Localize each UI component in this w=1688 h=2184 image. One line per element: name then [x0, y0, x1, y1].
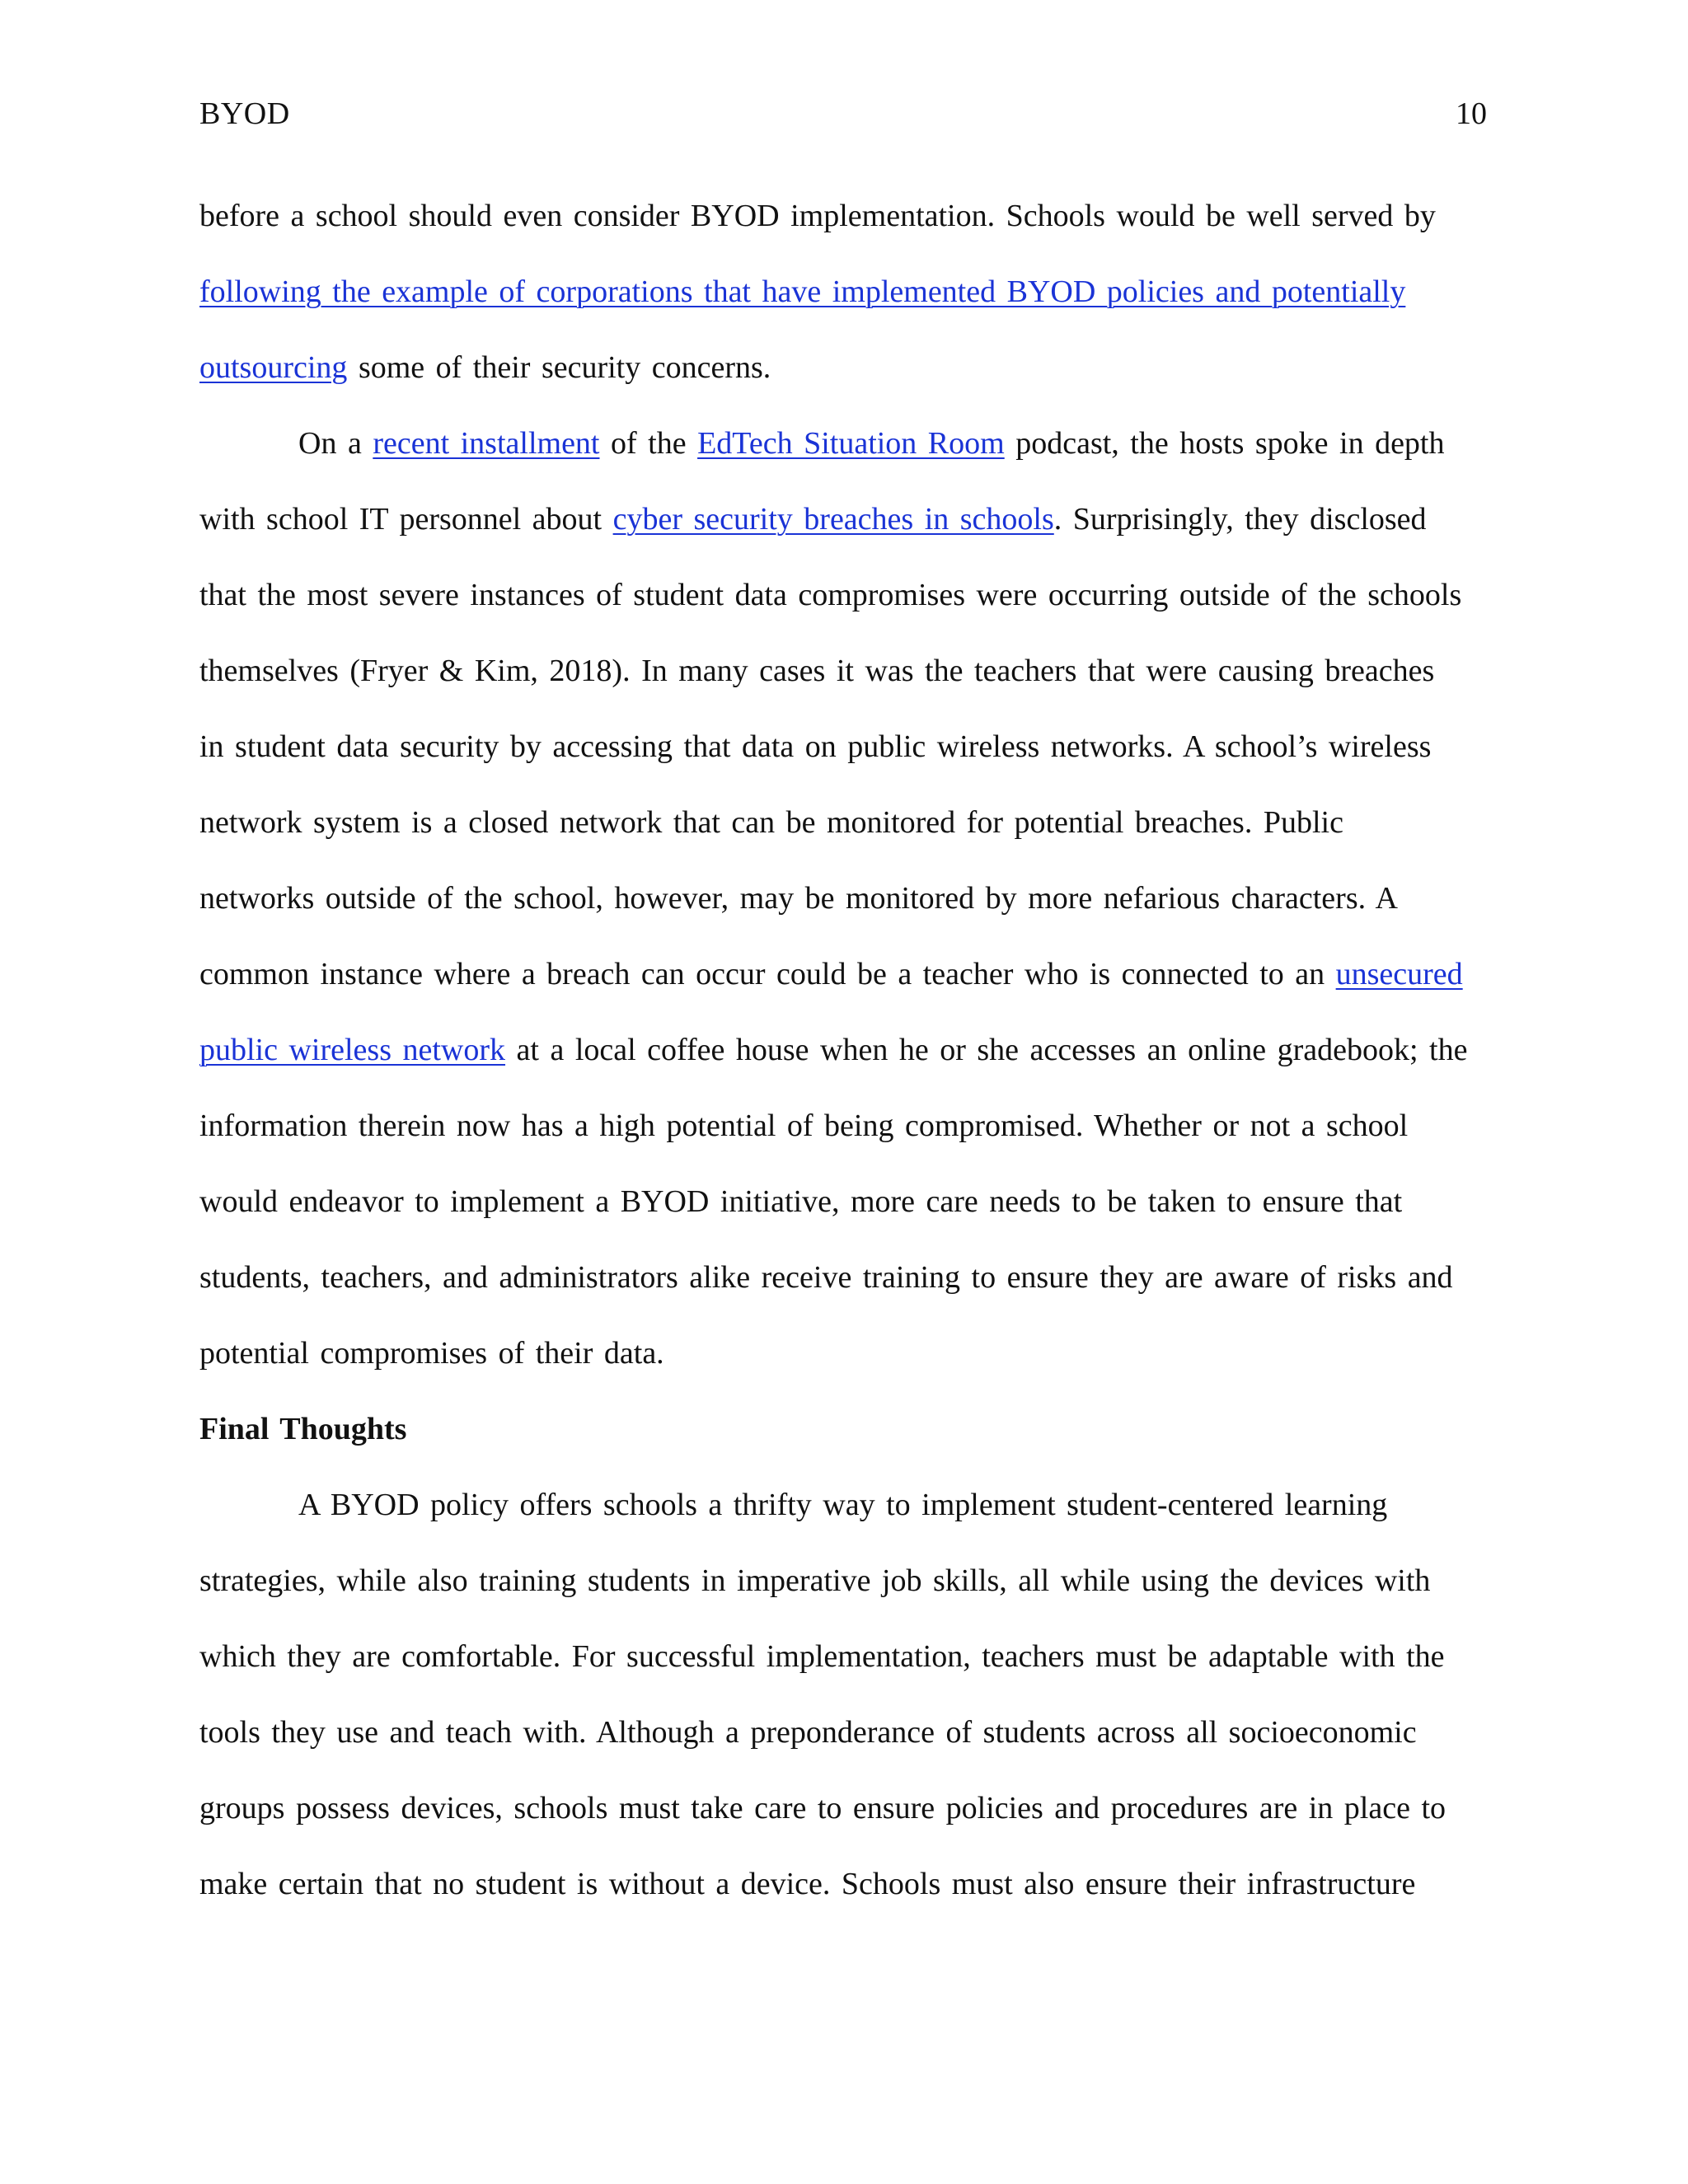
line-text: themselves (Fryer & Kim, 2018). In many cases it was the teachers that were causing breaches [199, 654, 1435, 688]
paragraph-line [199, 956, 1463, 992]
line-text: make certain that no student is without a device. Schools must also ensure their infrastructure [199, 1867, 1416, 1901]
line-text: some of their security concerns. [347, 350, 771, 385]
line-text: students, teachers, and administrators alike receive training to ensure they are aware of risks and [199, 1260, 1453, 1295]
unsecured-network-link[interactable]: unsecured [1335, 957, 1463, 991]
section-heading: Final Thoughts [199, 1412, 407, 1446]
line-text: before a school should even consider BYOD implementation. Schools would be well served by [199, 199, 1436, 233]
paragraph-line [199, 1866, 1415, 1902]
paragraph-line [199, 577, 1461, 613]
paragraph-line [199, 1790, 1446, 1826]
paragraph-line [298, 425, 1445, 462]
cyber-security-breaches-link[interactable]: cyber security breaches in schools [612, 502, 1054, 537]
line-text: On a [298, 426, 373, 461]
paragraph-line [199, 274, 1405, 310]
line-text: groups possess devices, schools must take care to ensure policies and procedures are in place to [199, 1791, 1446, 1825]
line-text: information therein now has a high potential of being compromised. Whether or not a school [199, 1108, 1409, 1143]
line-text: potential compromises of their data. [199, 1336, 664, 1371]
paragraph-line [199, 501, 1427, 537]
line-text: podcast, the hosts spoke in depth [1004, 426, 1445, 461]
paragraph-line [199, 804, 1343, 841]
paragraph-line [298, 1487, 1387, 1523]
corporations-byod-link[interactable]: following the example of corporations that have implemented BYOD policies and potentially [199, 274, 1406, 309]
line-text: which they are comfortable. For successful implementation, teachers must be adaptable with the [199, 1639, 1445, 1674]
running-head: BYOD [199, 96, 290, 131]
paragraph-line [199, 1183, 1402, 1220]
line-text: network system is a closed network that can be monitored for potential breaches. Public [199, 805, 1343, 840]
line-text: A BYOD policy offers schools a thrifty way to implement student-centered learning [298, 1488, 1388, 1522]
outsourcing-link[interactable]: outsourcing [199, 350, 348, 385]
paragraph-line [199, 1714, 1417, 1750]
line-text: . Surprisingly, they disclosed [1053, 502, 1427, 537]
line-text: that the most severe instances of student data compromises were occurring outside of the schools [199, 578, 1462, 612]
paragraph-line [199, 729, 1431, 765]
line-text: of the [599, 426, 698, 461]
paragraph-line [199, 880, 1398, 916]
page-number: 10 [1456, 96, 1487, 131]
paragraph-line [199, 1563, 1430, 1599]
line-text: at a local coffee house when he or she accesses an online gradebook; the [505, 1033, 1468, 1067]
line-text: networks outside of the school, however, may be monitored by more nefarious characters. A [199, 881, 1398, 916]
paragraph-line [199, 1335, 664, 1371]
line-text: strategies, while also training students in imperative job skills, all while using the devices with [199, 1563, 1431, 1598]
line-text: tools they use and teach with. Although a preponderance of students across all socioeconomic [199, 1715, 1417, 1750]
public-wireless-network-link[interactable]: public wireless network [199, 1033, 506, 1067]
line-text: with school IT personnel about [199, 502, 613, 537]
line-text: in student data security by accessing that data on public wireless networks. A school’s wireless [199, 729, 1432, 764]
paragraph-line [199, 653, 1434, 689]
line-text: common instance where a breach can occur could be a teacher who is connected to an [199, 957, 1336, 991]
paragraph-line [199, 1638, 1445, 1675]
edtech-situation-room-link[interactable]: EdTech Situation Room [697, 426, 1005, 461]
paragraph-line [199, 1108, 1408, 1144]
line-text: would endeavor to implement a BYOD initiative, more care needs to be taken to ensure that [199, 1184, 1403, 1219]
paragraph-line [199, 349, 771, 386]
recent-installment-link[interactable]: recent installment [373, 426, 600, 461]
paragraph-line [199, 1032, 1467, 1068]
paragraph-line [199, 1259, 1453, 1296]
paragraph-line [199, 198, 1436, 234]
